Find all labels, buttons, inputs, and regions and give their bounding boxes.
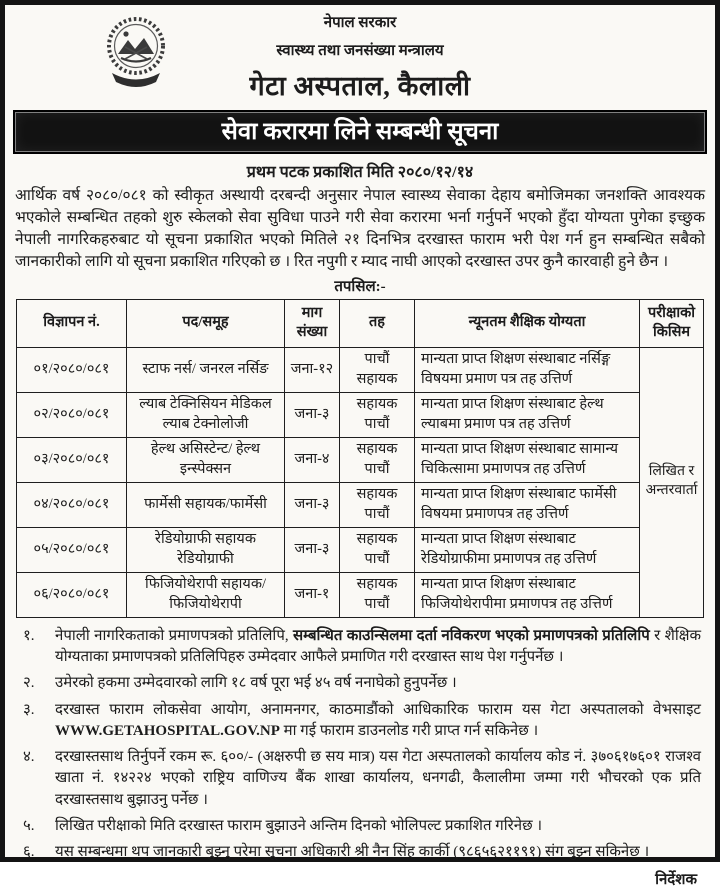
table-row	[17, 392, 704, 437]
cell-qualification: मान्यता प्राप्त शिक्षण संस्थाबाट नर्सिङ्ग विषयमा प्रमाण पत्र तह उत्तिर्ण	[415, 347, 640, 392]
note-text-bold: सम्बन्धित काउन्सिलमा दर्ता नविकरण भएको प्रमाणपत्रको प्रतिलिपि	[292, 627, 650, 644]
header-post: पद/समूह	[127, 299, 285, 347]
cell-count: जना-१२	[285, 347, 340, 392]
note-number: ६.	[23, 844, 35, 861]
cell-count: जना-४	[285, 437, 340, 482]
government-title: नेपाल सरकार	[323, 15, 397, 31]
ministry-title: स्वास्थ्य तथा जनसंख्या मन्त्रालय	[276, 43, 444, 59]
cell-level: सहायक पाचौं	[340, 392, 415, 437]
vacancy-table	[16, 299, 704, 618]
cell-level: सहायक पाचौं	[340, 482, 415, 527]
table-row	[17, 347, 704, 392]
cell-count: जना-३	[285, 527, 340, 572]
director-signature-label: निर्देशक	[655, 871, 697, 888]
header-exam-type: परीक्षाको किसिम	[640, 299, 704, 347]
cell-ad-no: ०१/२०८०/०८१	[17, 347, 127, 392]
cell-count: जना-१	[285, 572, 340, 617]
note-number: ३.	[23, 701, 35, 718]
note-text	[55, 626, 701, 669]
list-item	[19, 842, 701, 863]
cell-level: सहायक पाचौं	[340, 527, 415, 572]
note-text: दरखास्तसाथ तिर्नुपर्ने रकम रू. ६००/- (अक्षरुपी छ सय मात्र) यस गेटा अस्पतालको कार्यालय कोड नं. ३७०६१७६०१ राजश्व खाता नं. १४२२४ भएको राष्ट्रिय वाणिज्य बैंक शाखा कार्यालय, धनगढी, कैलालीमा जम्मा गरी भौचरको एक प्रति दरखास्तसाथ बुझाउनु पर्नेछ ।	[55, 749, 701, 808]
cell-post: स्टाफ नर्स/ जनरल नर्सिङ	[127, 347, 285, 392]
intro-paragraph: आर्थिक वर्ष २०८०/०८१ को स्वीकृत अस्थायी दरबन्दी अनुसार नेपाल स्वास्थ्य सेवाका देहाय बमोजिमका जनशक्ति आवश्यक भएकोले सम्बन्धित तहको शुरु स्केलको सेवा सुविधा पाउने गरी सेवा करारमा भर्ना गर्नुपर्ने भएको हुँदा योग्यता पुगेका इच्छुक नेपाली नागरिकहरुबाट यो सूचना प्रकाशित भएको मितिले २१ दिनभित्र दरखास्त फाराम भरी पेश गर्न हुन सम्बन्धित सबैको जानकारीको लागि यो सूचना प्रकाशित गरिएको छ । रित नपुगी र म्याद नाघी आएको दरखास्त उपर कुनै कारवाही हुने छैन ।	[15, 187, 705, 271]
list-item	[19, 816, 701, 837]
notice-title-banner: सेवा करारमा लिने सम्बन्धी सूचना	[13, 110, 707, 154]
table-row	[17, 482, 704, 527]
cell-level: सहायक पाचौं	[340, 437, 415, 482]
cell-level: सहायक पाचौं	[340, 572, 415, 617]
note-text-pre: दरखास्त फाराम लोकसेवा आयोग, अनामनगर, काठमाडौंको आधिकारिक फाराम यस गेटा अस्पतालको वेभसाइट	[55, 701, 701, 718]
cell-post: ल्याब टेक्निसियन मेडिकल ल्याब टेक्नोलोजी	[127, 392, 285, 437]
note-text: उमेरको हकमा उम्मेदवारको लागि १८ वर्ष पूरा भई ४५ वर्ष ननाघेको हुनुपर्नेछ ।	[55, 675, 457, 692]
cell-qualification: मान्यता प्राप्त शिक्षण संस्थाबाट फार्मेसी विषयमा प्रमाणपत्र तह उत्तिर्ण	[415, 482, 640, 527]
header-count: माग संख्या	[285, 299, 340, 347]
table-row	[17, 572, 704, 617]
table-row	[17, 527, 704, 572]
note-text-pre: नेपाली नागरिकताको प्रमाणपत्रको प्रतिलिपि,	[55, 627, 293, 644]
cell-count: जना-३	[285, 482, 340, 527]
header-qualification: न्यूनतम शैक्षिक योग्यता	[415, 299, 640, 347]
cell-qualification: मान्यता प्राप्त शिक्षण संस्थाबाट रेडियोग्राफीमा प्रमाणपत्र तह उत्तिर्ण	[415, 527, 640, 572]
cell-qualification: मान्यता प्राप्त शिक्षण संस्थाबाट हेल्थ ल्याबमा प्रमाण पत्र तह उत्तिर्ण	[415, 392, 640, 437]
cell-ad-no: ०५/२०८०/०८१	[17, 527, 127, 572]
published-date-line: प्रथम पटक प्रकाशित मिति २०८०/१२/१४	[246, 164, 474, 181]
header-ad-no: विज्ञापन नं.	[17, 299, 127, 347]
note-text-post: र शैक्षिक योग्यताका प्रमाणपत्रको प्रतिलिपिहरु उम्मेदवार आफैले प्रमाणित गरी दरखास्त साथ पेश गर्नुपर्नेछ ।	[55, 627, 701, 665]
nepal-government-emblem-icon	[101, 13, 171, 95]
note-number: ४.	[23, 749, 35, 766]
header-level: तह	[340, 299, 415, 347]
note-text-post: मा गई फाराम डाउनलोड गरी प्राप्त गर्न सकिनेछ ।	[279, 722, 539, 739]
cell-ad-no: ०२/२०८०/०८१	[17, 392, 127, 437]
note-text: लिखित परीक्षाको मिति दरखास्त फाराम बुझाउने अन्तिम दिनको भोलिपल्ट प्रकाशित गरिनेछ ।	[55, 818, 543, 834]
list-item	[19, 626, 701, 669]
cell-level: पाचौं सहायक	[340, 347, 415, 392]
hospital-title: गेटा अस्पताल, कैलाली	[249, 71, 471, 101]
cell-post: फार्मेसी सहायक/फार्मेसी	[127, 482, 285, 527]
cell-ad-no: ०४/२०८०/०८१	[17, 482, 127, 527]
note-number: २.	[23, 675, 35, 692]
note-text	[55, 700, 701, 743]
cell-ad-no: ०६/२०८०/०८१	[17, 572, 127, 617]
cell-qualification: मान्यता प्राप्त शिक्षण संस्थाबाट फिजियोथेरापीमा प्रमाणपत्र तह उत्तिर्ण	[415, 572, 640, 617]
website-text: WWW.GETAHOSPITAL.GOV.NP	[55, 722, 280, 739]
table-header-row	[17, 299, 704, 347]
cell-post: हेल्थ असिस्टेन्ट/ हेल्थ इन्स्पेक्सन	[127, 437, 285, 482]
cell-count: जना-३	[285, 392, 340, 437]
note-number: १.	[23, 627, 35, 644]
list-item	[19, 747, 701, 811]
cell-ad-no: ०३/२०८०/०८१	[17, 437, 127, 482]
tapasil-label: तपसिल:-	[334, 278, 386, 295]
note-number: ५.	[23, 818, 35, 834]
note-text: यस सम्बन्धमा थप जानकारी बुझ्नु परेमा सूचना अधिकारी श्री नैन सिंह कार्की (९८६५६२११९१) संग बुझ्न सकिनेछ ।	[55, 844, 650, 861]
cell-exam-type: लिखित र अन्तरवार्ता	[640, 347, 704, 617]
cell-qualification: मान्यता प्राप्त शिक्षण संस्थाबाट सामान्य चिकित्सामा प्रमाणपत्र तह उत्तिर्ण	[415, 437, 640, 482]
cell-post: रेडियोग्राफी सहायक रेडियोग्राफी	[127, 527, 285, 572]
notes-list	[19, 626, 701, 864]
table-row	[17, 437, 704, 482]
cell-post: फिजियोथेरापी सहायक/ फिजियोथेरापी	[127, 572, 285, 617]
list-item	[19, 673, 701, 694]
list-item	[19, 700, 701, 743]
